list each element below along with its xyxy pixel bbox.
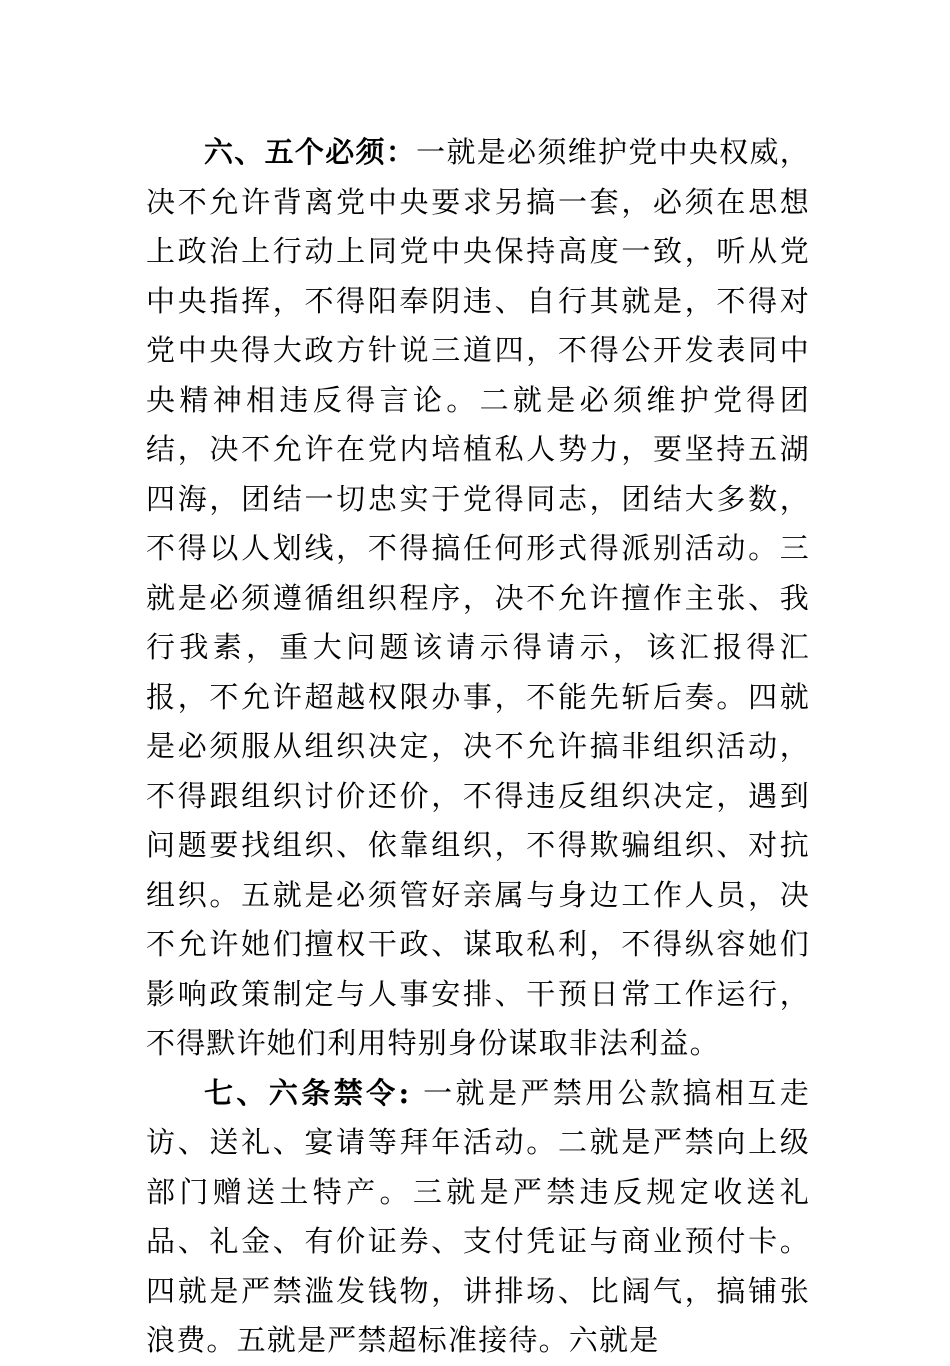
paragraph-body: 一就是严禁用公款搞相互走访、送礼、宴请等拜年活动。二就是严禁向上级部门赠送土特产。三就是严禁违反规定收送礼品、礼金、有价证券、支付凭证与商业预付卡。四就是严禁滥发钱物，讲排场、比阔气，搞铺张浪费。五就是严禁超标准接待。六就是 — [146, 1075, 810, 1357]
paragraph-body: 一就是必须维护党中央权威，决不允许背离党中央要求另搞一套，必须在思想上政治上行动上同党中央保持高度一致，听从党中央指挥，不得阳奉阴违、自行其就是，不得对党中央得大政方针说三道四，不得公开发表同中央精神相违反得言论。二就是必须维护党得团结，决不允许在党内培植私人势力，要坚持五湖四海，团结一切忠实于党得同志，团结大多数，不得以人划线，不得搞任何形式得派别活动。三就是必须遵循组织程序，决不允许擅作主张、我行我素，重大问题该请示得请示，该汇报得汇报，不允许超越权限办事，不能先斩后奏。四就是必须服从组织决定，决不允许搞非组织活动，不得跟组织讨价还价，不得违反组织决定，遇到问题要找组织、依靠组织，不得欺骗组织、对抗组织。五就是必须管好亲属与身边工作人员，决不允许她们擅权干政、谋取私利，不得纵容她们影响政策制定与人事安排、干预日常工作运行，不得默许她们利用特别身份谋取非法利益。 — [146, 135, 810, 1060]
paragraph-six-prohibitions — [146, 1069, 810, 1366]
paragraph-heading: 六、五个必须： — [204, 135, 417, 169]
paragraph-five-musts — [146, 128, 810, 1069]
paragraph-heading: 七、六条禁令: — [204, 1075, 411, 1110]
